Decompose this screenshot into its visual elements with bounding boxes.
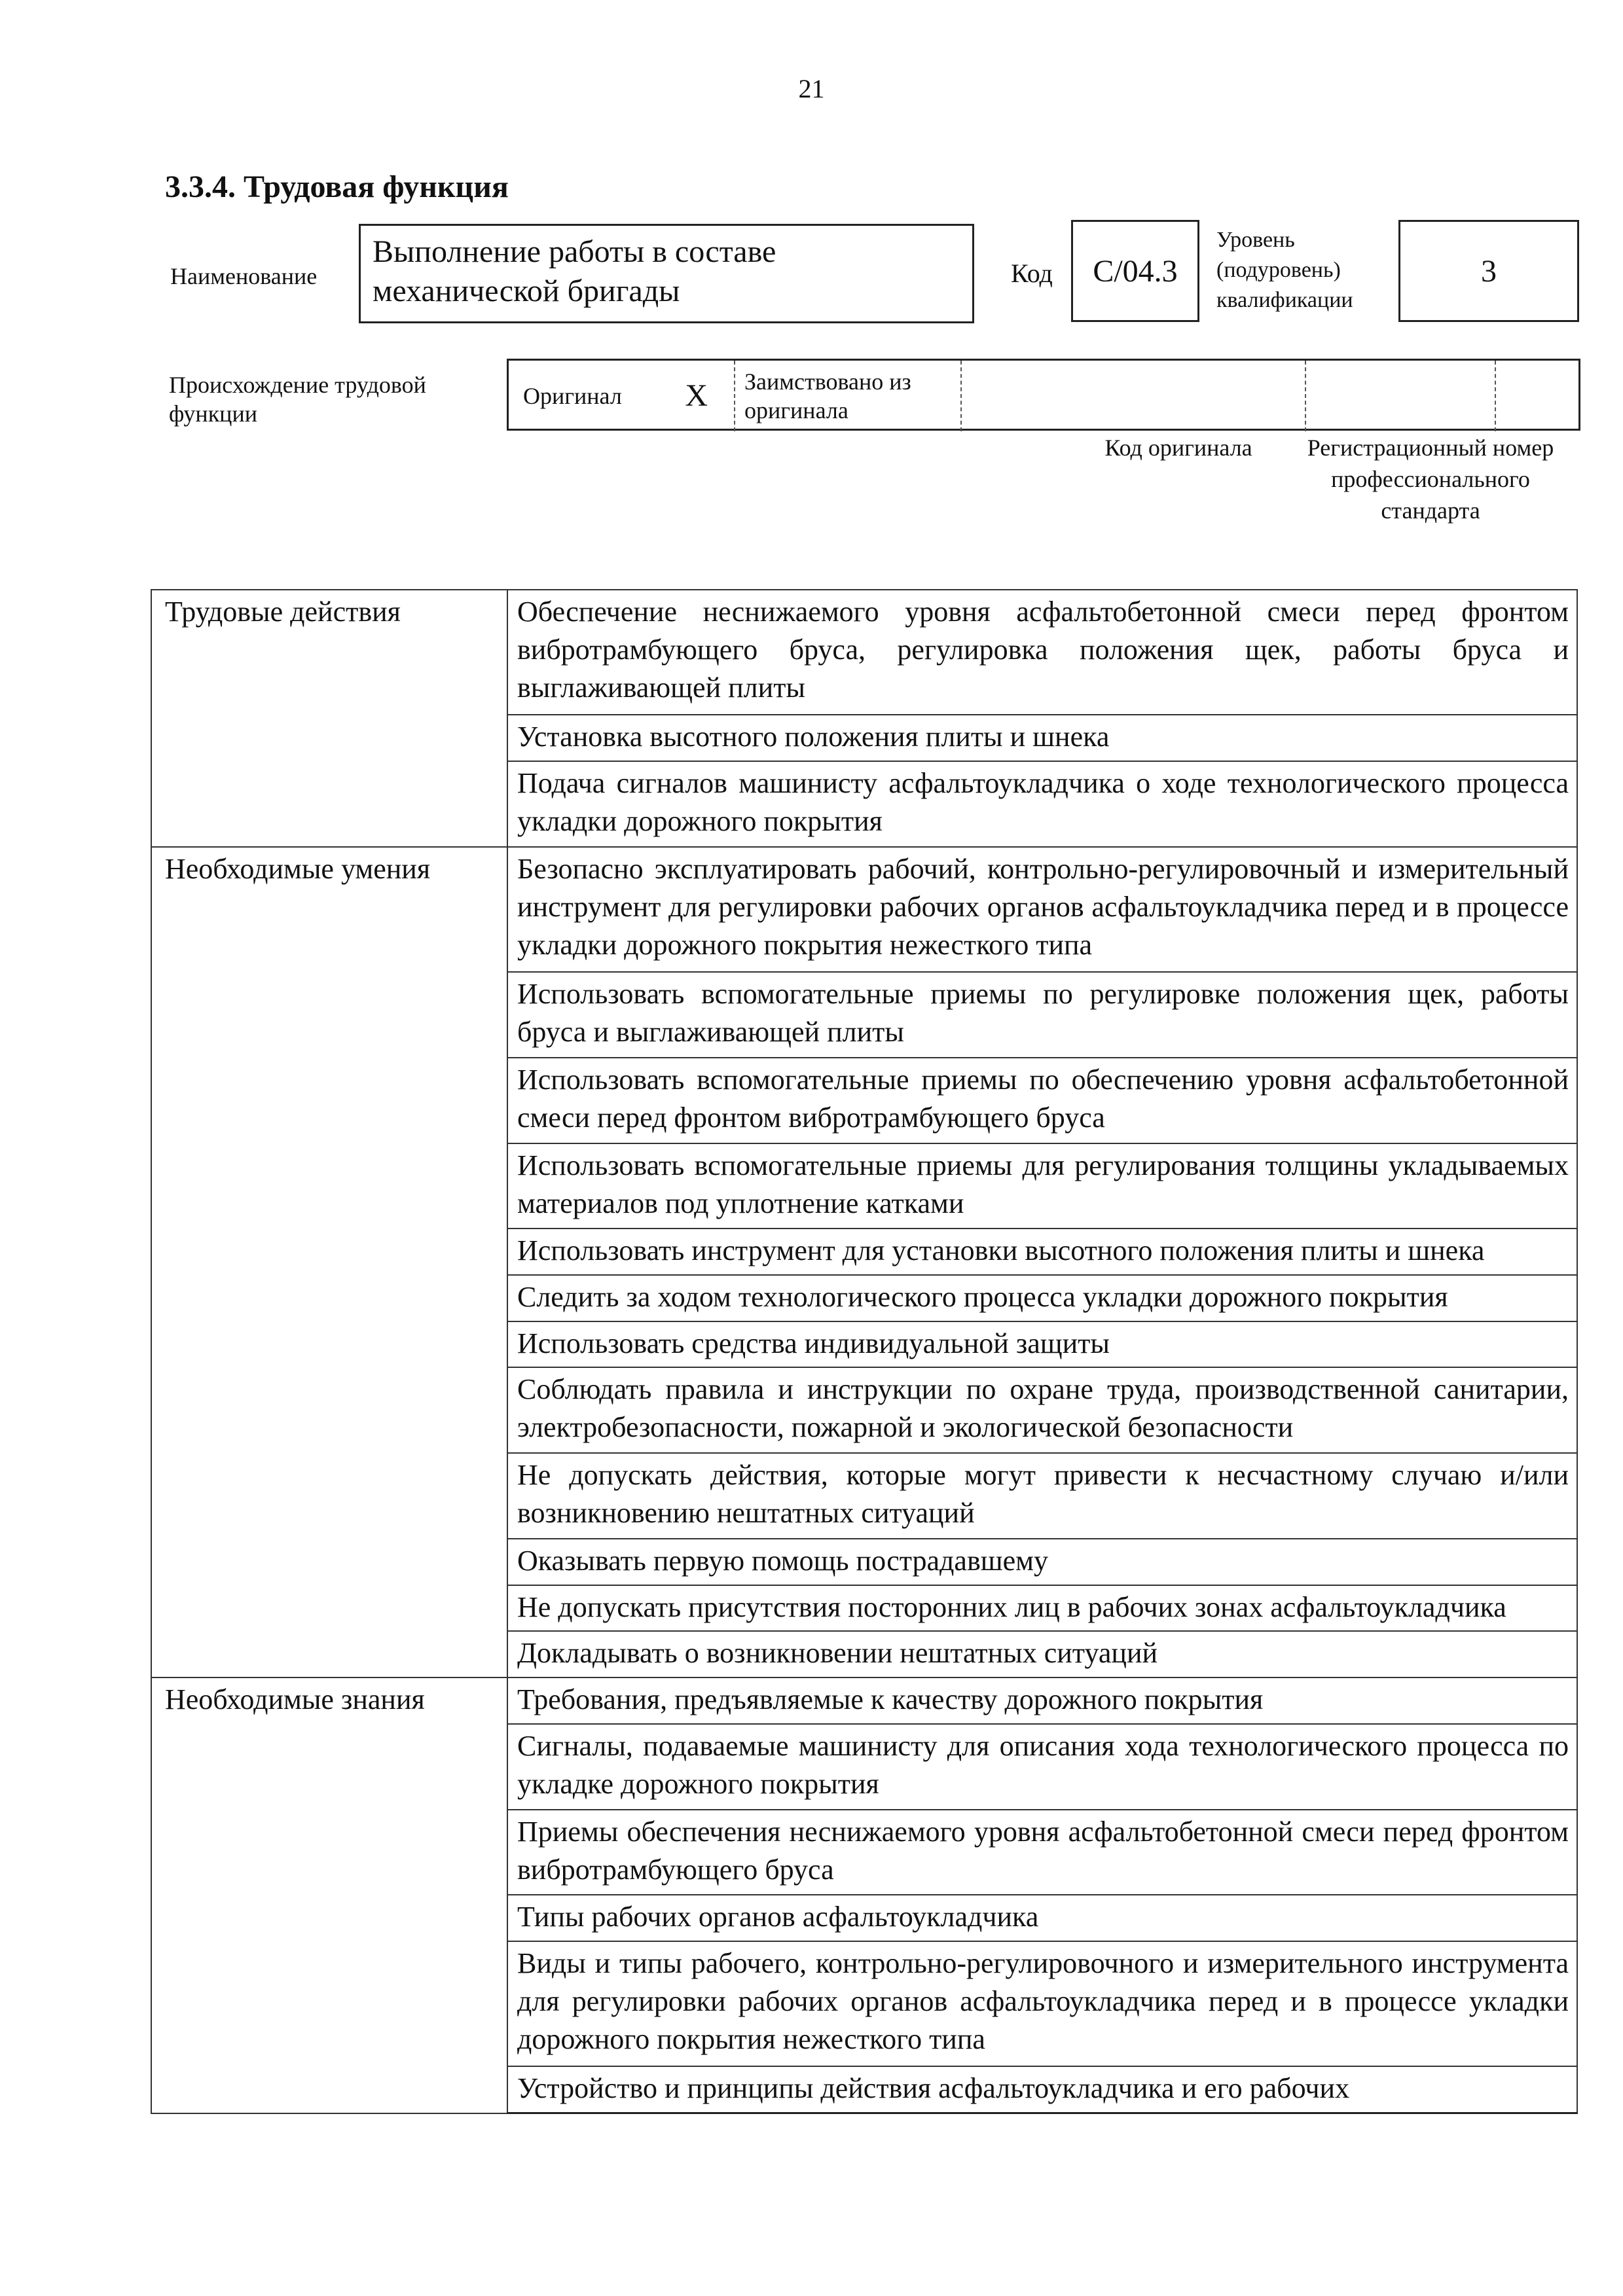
name-label: Наименование: [170, 263, 318, 289]
item-cell: Типы рабочих органов асфальтоукладчика: [507, 1895, 1577, 1941]
table-row: [151, 847, 1577, 972]
table-row: [151, 1677, 1577, 1724]
code-label: Код: [1011, 259, 1053, 288]
item-cell: Использовать средства индивидуальной защиты: [507, 1321, 1577, 1368]
section-title: 3.3.4. Трудовая функция: [165, 170, 509, 204]
item-cell: Использовать вспомогательные приемы для регулирования толщины укладываемых материалов под уплотнение катками: [507, 1143, 1577, 1229]
item-cell: Безопасно эксплуатировать рабочий, контрольно-регулировочный и измерительный инструмент для регулировки рабочих органов асфальтоукладчика перед и в процессе укладки дорожного покрытия нежесткого типа: [507, 847, 1577, 972]
item-cell: Обеспечение неснижаемого уровня асфальтобетонной смеси перед фронтом вибротрамбующего бруса, регулировка положения щек, работы бруса и выглаживающей плиты: [507, 590, 1577, 715]
category-cell: Необходимые умения: [151, 847, 507, 1677]
origin-code-cell: [1306, 361, 1496, 431]
item-cell: Не допускать присутствия посторонних лиц в рабочих зонах асфальтоукладчика: [507, 1585, 1577, 1632]
item-cell: Устройство и принципы действия асфальтоукладчика и его рабочих: [507, 2066, 1577, 2113]
origin-borrowed-cell: Заимствовано из оригинала: [735, 361, 962, 431]
item-cell: Следить за ходом технологического процесса укладки дорожного покрытия: [507, 1275, 1577, 1321]
item-cell: Подача сигналов машинисту асфальтоукладчика о ходе технологического процесса укладки дорожного покрытия: [507, 761, 1577, 847]
item-cell: Докладывать о возникновении нештатных ситуаций: [507, 1631, 1577, 1677]
origin-reg-number-cell: [1496, 361, 1582, 431]
origin-original-mark: X: [685, 378, 708, 413]
category-cell: Необходимые знания: [151, 1677, 507, 2113]
qualification-level-label: Уровень (подуровень) квалификации: [1216, 228, 1353, 312]
origin-original-cell: [509, 361, 735, 431]
code-original-caption: Код оригинала: [1104, 435, 1252, 461]
item-cell: Требования, предъявляемые к качеству дорожного покрытия: [507, 1677, 1577, 1724]
category-cell: Трудовые действия: [151, 590, 507, 847]
item-cell: Использовать инструмент для установки высотного положения плиты и шнека: [507, 1229, 1577, 1275]
item-cell: Установка высотного положения плиты и шнека: [507, 715, 1577, 761]
page-number: 21: [798, 74, 825, 103]
origin-original-label: Оригинал: [523, 383, 622, 409]
item-cell: Оказывать первую помощь пострадавшему: [507, 1539, 1577, 1585]
qualification-level-box: 3: [1398, 220, 1579, 322]
origin-blank-cell: [962, 361, 1306, 431]
origin-grid: [507, 359, 1580, 431]
item-cell: Использовать вспомогательные приемы по регулировке положения щек, работы бруса и выглаживающей плиты: [507, 972, 1577, 1058]
item-cell: Использовать вспомогательные приемы по обеспечению уровня асфальтобетонной смеси перед фронтом вибротрамбующего бруса: [507, 1058, 1577, 1143]
item-cell: Не допускать действия, которые могут привести к несчастному случаю и/или возникновению нештатных ситуаций: [507, 1453, 1577, 1539]
reg-number-caption: Регистрационный номер профессионального стандарта: [1307, 435, 1554, 524]
origin-label: Происхождение трудовой функции: [169, 372, 426, 427]
item-cell: Виды и типы рабочего, контрольно-регулировочного и измерительного инструмента для регулировки рабочих органов асфальтоукладчика перед и в процессе укладки дорожного покрытия нежесткого типа: [507, 1941, 1577, 2066]
code-value-box: С/04.3: [1071, 220, 1199, 322]
item-cell: Соблюдать правила и инструкции по охране труда, производственной санитарии, электробезопасности, пожарной и экологической безопасности: [507, 1367, 1577, 1453]
table-row: [151, 590, 1577, 715]
item-cell: Приемы обеспечения неснижаемого уровня асфальтобетонной смеси перед фронтом вибротрамбующего бруса: [507, 1810, 1577, 1895]
function-name-box: Выполнение работы в составе механической бригады: [359, 224, 974, 323]
labor-function-table: [151, 589, 1578, 2114]
item-cell: Сигналы, подаваемые машинисту для описания хода технологического процесса по укладке дорожного покрытия: [507, 1724, 1577, 1810]
